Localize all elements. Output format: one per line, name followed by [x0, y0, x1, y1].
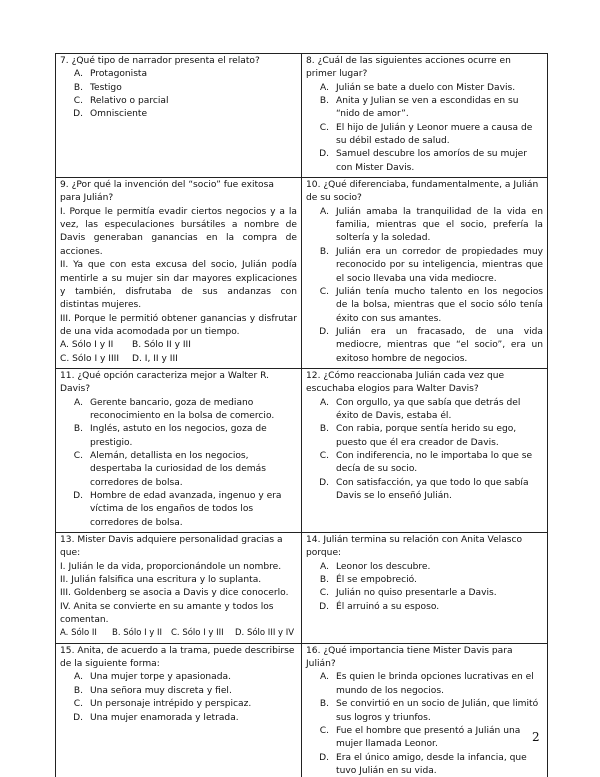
question-9-stem: 9. ¿Por qué la invención del “socio” fue exitosa para Julián?	[60, 180, 274, 204]
question-12-option-c	[306, 450, 543, 477]
option-text: Leonor los descubre.	[336, 561, 431, 572]
question-14-option-c	[306, 587, 543, 600]
option-letter: A.	[74, 672, 83, 683]
question-11-option-d	[60, 490, 297, 530]
question-9-answer-c: C. Sólo I y IIII	[60, 353, 120, 364]
question-13-answers	[60, 627, 297, 640]
question-9-answer-b: B. Sólo II y III	[132, 340, 191, 351]
question-15-option-d	[60, 712, 297, 725]
option-text: Se convirtió en un socio de Julián, que limitó sus logros y triunfos.	[336, 699, 539, 723]
question-12-options	[306, 397, 543, 504]
option-text: Con indiferencia, no le importaba lo que se decía de su socio.	[336, 450, 533, 475]
table-row	[56, 643, 548, 777]
question-13-statement-2: II. Julián falsifica una escritura y lo suplanta.	[60, 575, 262, 586]
question-14-options	[306, 561, 543, 614]
option-letter: C.	[73, 96, 83, 107]
option-text: Es quien le brinda opciones lucrativas en el mundo de los negocios.	[336, 672, 534, 696]
question-8-option-d	[306, 148, 543, 175]
question-7-cell	[56, 54, 302, 178]
question-14-cell	[302, 533, 548, 644]
question-7-option-c	[60, 95, 297, 108]
option-text: Hombre de edad avanzada, ingenuo y era víctima de los engaños de todos los corredores de bolsa.	[90, 491, 282, 528]
question-16-option-c	[306, 725, 543, 752]
option-letter: D.	[319, 326, 329, 337]
question-8-cell	[302, 54, 548, 178]
question-9-statement-2: II. Ya que con esta excusa del socio, Julián podía mentirle a su mujer sin dar mayores explicaciones y también, disfrutaba de sus andanzas con distintas mujeres.	[60, 260, 297, 311]
question-8-options	[306, 82, 543, 175]
question-13-cell	[56, 533, 302, 644]
question-11-options	[60, 397, 297, 530]
question-10-option-d	[306, 326, 543, 366]
question-7-option-d	[60, 108, 297, 121]
question-14-option-d	[306, 601, 543, 614]
option-letter: B.	[73, 685, 83, 696]
option-text: Él se empobreció.	[336, 575, 417, 586]
question-12-option-a	[306, 397, 543, 424]
question-13-statement-4: IV. Anita se convierte en su amante y todos los comentan.	[60, 601, 274, 626]
question-11-option-c	[60, 450, 297, 490]
option-text: Él arruinó a su esposo.	[336, 601, 440, 612]
table-row	[56, 368, 548, 532]
option-text: Protagonista	[90, 69, 148, 80]
option-letter: A.	[320, 206, 329, 217]
question-15-option-c	[60, 698, 297, 711]
question-7-option-b	[60, 82, 297, 95]
option-letter: B.	[319, 96, 329, 107]
question-9-answers-row-1	[60, 339, 297, 352]
option-text: Julián amaba la tranquilidad de la vida en familia, mientras que el socio, prefería la soltería y la soledad.	[336, 206, 543, 244]
question-11-cell	[56, 368, 302, 532]
option-text: Alemán, detallista en los negocios, despertaba la curiosidad de los demás corredores de bolsa.	[90, 450, 266, 488]
option-letter: D.	[73, 109, 83, 120]
option-letter: A.	[320, 672, 329, 683]
option-letter: D.	[319, 149, 329, 160]
option-letter: B.	[319, 699, 329, 710]
question-8-option-c	[306, 122, 543, 149]
question-15-options	[60, 671, 297, 724]
option-text: Relativo o parcial	[90, 96, 169, 107]
option-letter: A.	[320, 397, 329, 408]
question-16-stem: 16. ¿Qué importancia tiene Mister Davis para Julián?	[306, 645, 513, 670]
question-10-stem: 10. ¿Qué diferenciaba, fundamentalmente, a Julián de su socio?	[306, 180, 539, 204]
question-15-cell	[56, 643, 302, 777]
option-text: Con orgullo, ya que sabía que detrás del éxito de Davis, estaba él.	[336, 397, 521, 421]
question-13-answer-c: C. Sólo I y III	[171, 628, 224, 639]
option-text: Un personaje intrépido y perspicaz.	[90, 699, 252, 710]
question-13-statement-1: I. Julián le da vida, proporcionándole un nombre.	[60, 561, 282, 572]
option-text: Era el único amigo, desde la infancia, que tuvo Julián en su vida.	[336, 752, 527, 776]
option-letter: C.	[319, 286, 329, 297]
question-13-statement-3: III. Goldenberg se asocia a Davis y dice conocerlo.	[60, 588, 289, 599]
option-letter: A.	[74, 397, 83, 408]
question-16-option-d	[306, 752, 543, 777]
option-text: Fue el hombre que presentó a Julián una mujer llamada Leonor.	[336, 725, 521, 750]
option-letter: C.	[319, 450, 329, 461]
option-letter: C.	[73, 699, 83, 710]
table-row	[56, 178, 548, 369]
option-letter: D.	[319, 752, 329, 763]
question-10-cell	[302, 178, 548, 369]
option-letter: C.	[319, 725, 329, 736]
question-10-option-b	[306, 246, 543, 286]
option-text: Julián era un corredor de propiedades muy reconocido por su inteligencia, mientras que el socio llevaba una vida mediocre.	[336, 246, 543, 284]
question-13-stem: 13. Mister Davis adquiere personalidad gracias a que:	[60, 535, 283, 559]
question-13-answer-d: D. Sólo III y IV	[235, 628, 295, 639]
question-9-cell	[56, 178, 302, 369]
option-text: Julián no quiso presentarle a Davis.	[336, 588, 497, 599]
question-13-answer-a: A. Sólo II	[60, 628, 97, 639]
question-11-stem: 11. ¿Qué opción caracteriza mejor a Walter R. Davis?	[60, 370, 270, 395]
table-row	[56, 533, 548, 644]
question-9-answer-d: D. I, II y III	[132, 353, 178, 364]
table-row	[56, 54, 548, 178]
question-9-statement-3: III. Porque le permitió obtener ganancias y disfrutar de una vida acomodada por un tiempo.	[60, 313, 297, 337]
option-text: El hijo de Julián y Leonor muere a causa de su débil estado de salud.	[336, 122, 533, 147]
question-16-option-b	[306, 698, 543, 725]
option-text: Una mujer torpe y apasionada.	[90, 672, 231, 683]
question-12-option-b	[306, 423, 543, 450]
option-letter: D.	[73, 712, 83, 723]
option-text: Testigo	[90, 82, 122, 93]
option-text: Julián se bate a duelo con Mister Davis.	[336, 82, 516, 93]
question-15-option-b	[60, 685, 297, 698]
option-text: Con satisfacción, ya que todo lo que sabía Davis se lo enseñó Julián.	[336, 477, 529, 501]
option-letter: A.	[320, 82, 329, 93]
option-letter: B.	[319, 424, 329, 435]
question-7-stem: 7. ¿Qué tipo de narrador presenta el relato?	[60, 56, 260, 66]
option-letter: C.	[73, 450, 83, 461]
page-number: 2	[532, 730, 540, 744]
option-text: Julián tenía mucho talento en los negocios de la bolsa, mientras que el socio sólo tenía éxito con sus amantes.	[336, 286, 543, 324]
question-16-cell	[302, 643, 548, 777]
option-letter: B.	[73, 82, 83, 93]
option-text: Omnisciente	[90, 109, 148, 120]
option-letter: C.	[319, 588, 329, 599]
question-15-stem: 15. Anita, de acuerdo a la trama, puede describirse de la siguiente forma:	[60, 645, 295, 670]
question-16-options	[306, 671, 543, 777]
option-text: Julián era un fracasado, de una vida mediocre, mientras que “el socio”, era un exitoso hombre de negocios.	[336, 326, 543, 364]
question-15-option-a	[60, 671, 297, 684]
question-11-option-b	[60, 423, 297, 450]
question-11-option-a	[60, 397, 297, 424]
option-letter: A.	[320, 561, 329, 572]
option-letter: B.	[319, 575, 329, 586]
option-letter: D.	[319, 601, 329, 612]
question-12-cell	[302, 368, 548, 532]
option-text: Una señora muy discreta y fiel.	[90, 685, 232, 696]
question-12-stem: 12. ¿Cómo reaccionaba Julián cada vez que escuchaba elogios para Walter Davis?	[306, 370, 505, 395]
question-10-options	[306, 206, 543, 366]
question-7-option-a	[60, 68, 297, 81]
question-10-option-c	[306, 286, 543, 326]
option-text: Gerente bancario, goza de mediano reconocimiento en la bolsa de comercio.	[90, 397, 275, 421]
question-9-answers-row-2	[60, 353, 297, 366]
question-14-stem: 14. Julián termina su relación con Anita Velasco porque:	[306, 535, 523, 559]
question-16-option-a	[306, 671, 543, 698]
option-letter: B.	[319, 246, 329, 257]
option-letter: D.	[73, 491, 83, 501]
option-letter: A.	[74, 69, 83, 80]
option-text: Con rabia, porque sentía herido su ego, puesto que él era creador de Davis.	[336, 424, 517, 448]
question-10-option-a	[306, 206, 543, 246]
question-8-stem: 8. ¿Cuál de las siguientes acciones ocurre en primer lugar?	[306, 56, 511, 80]
question-8-option-b	[306, 95, 543, 122]
option-text: Samuel descubre los amoríos de su mujer con Mister Davis.	[336, 149, 527, 173]
question-14-option-a	[306, 561, 543, 574]
question-9-statement-1: I. Porque le permitía evadir ciertos negocios y a la vez, las especulaciones bursátiles a nombre de Davis generaban ganancias en la compra de acciones.	[60, 206, 297, 257]
question-7-options	[60, 68, 297, 121]
question-8-option-a	[306, 82, 543, 95]
option-text: Una mujer enamorada y letrada.	[90, 712, 239, 723]
question-13-answer-b: B. Sólo I y II	[112, 628, 163, 639]
question-14-option-b	[306, 574, 543, 587]
questions-table	[55, 53, 548, 777]
option-letter: B.	[73, 424, 83, 435]
question-12-option-d	[306, 477, 543, 504]
question-9-answer-a: A. Sólo I y II	[60, 340, 114, 351]
option-letter: C.	[319, 122, 329, 133]
option-letter: D.	[319, 477, 329, 488]
option-text: Anita y Julian se ven a escondidas en su “nido de amor”.	[336, 96, 519, 120]
option-text: Inglés, astuto en los negocios, goza de prestigio.	[90, 424, 267, 448]
